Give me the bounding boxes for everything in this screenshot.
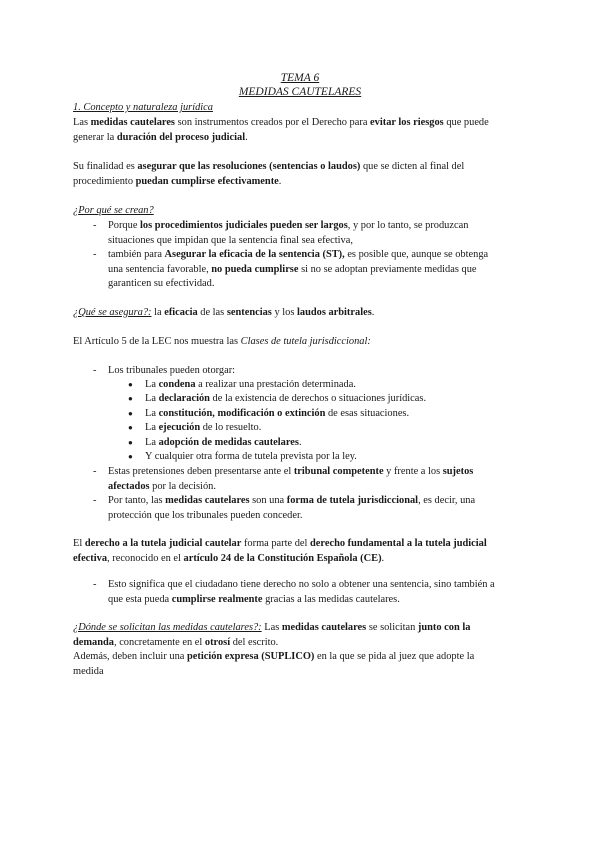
tutela-subitem: La adopción de medidas cautelares. (145, 437, 302, 448)
paragraph-art5: El Artículo 5 de la LEC nos muestra las Clases de tutela jurisdiccional: (73, 336, 371, 347)
bullet-marker: ● (128, 380, 133, 389)
tutela-subitem: La ejecución de lo resuelto. (145, 422, 262, 433)
question-why: ¿Por qué se crean? (73, 205, 154, 216)
dash-marker: - (93, 495, 97, 506)
dash-marker: - (93, 466, 97, 477)
derecho-item: Esto significa que el ciudadano tiene derecho no solo a obtener una sentencia, sino también a que esta pueda cumplirse realmente gracias a las medidas cautelares. (108, 579, 495, 605)
dash-marker: - (93, 365, 97, 376)
paragraph-derecho: El derecho a la tutela judicial cautelar forma parte del derecho fundamental a la tutela judicial efectiva, reconocido en el artículo 24 de la Constitución Española (CE). (73, 538, 487, 564)
bullet-marker: ● (128, 409, 133, 418)
paragraph-definition: Las medidas cautelares son instrumentos creados por el Derecho para evitar los riesgos que puede generar la duración del proceso judicial. (73, 117, 489, 143)
bullet-marker: ● (128, 394, 133, 403)
tribunales-item-2: Estas pretensiones deben presentarse ante el tribunal competente y frente a los sujetos afectados por la decisión. (108, 466, 474, 492)
dash-marker: - (93, 249, 97, 260)
section-heading: 1. Concepto y naturaleza jurídica (73, 102, 213, 113)
dash-marker: - (93, 579, 97, 590)
why-item-2: también para Asegurar la eficacia de la sentencia (ST), es posible que, aunque se obtenga una sentencia favorable, no pueda cumplirse si no se adoptan previamente medidas que garanticen su efectividad. (108, 249, 489, 289)
tutela-subitem: La condena a realizar una prestación determinada. (145, 379, 356, 390)
tribunales-item-3: Por tanto, las medidas cautelares son una forma de tutela jurisdiccional, es decir, una protección que los tribunales pueden conceder. (108, 495, 476, 521)
dash-marker: - (93, 220, 97, 231)
paragraph-purpose: Su finalidad es asegurar que las resoluciones (sentencias o laudos) que se dicten al final del procedimiento puedan cumplirse efectivamente. (73, 161, 465, 187)
doc-title-line1: TEMA 6 (280, 72, 320, 84)
doc-title-line2: MEDIDAS CAUTELARES (238, 86, 362, 98)
tribunales-intro: Los tribunales pueden otorgar: (108, 365, 236, 376)
bullet-marker: ● (128, 423, 133, 432)
tutela-subitem: La declaración de la existencia de derechos o situaciones jurídicas. (145, 393, 427, 404)
tutela-subitem: Y cualquier otra forma de tutela prevista por la ley. (145, 451, 357, 462)
bullet-marker: ● (128, 438, 133, 447)
why-item-1: Porque los procedimientos judiciales pueden ser largos, y por lo tanto, se produzcan situaciones que impidan que la sentencia final sea efectiva, (108, 220, 469, 246)
paragraph-what: ¿Qué se asegura?: la eficacia de las sentencias y los laudos arbitrales. (73, 307, 375, 318)
tutela-subitem: La constitución, modificación o extinción de esas situaciones. (145, 408, 410, 419)
paragraph-donde: ¿Dónde se solicitan las medidas cautelares?: Las medidas cautelares se solicitan junto con la demanda, concretamente en el otrosí del escrito. Además, deben incluir una petición expresa (SUPLICO) en la que se pida al juez que adopte la medida (73, 622, 475, 677)
bullet-marker: ● (128, 452, 133, 461)
